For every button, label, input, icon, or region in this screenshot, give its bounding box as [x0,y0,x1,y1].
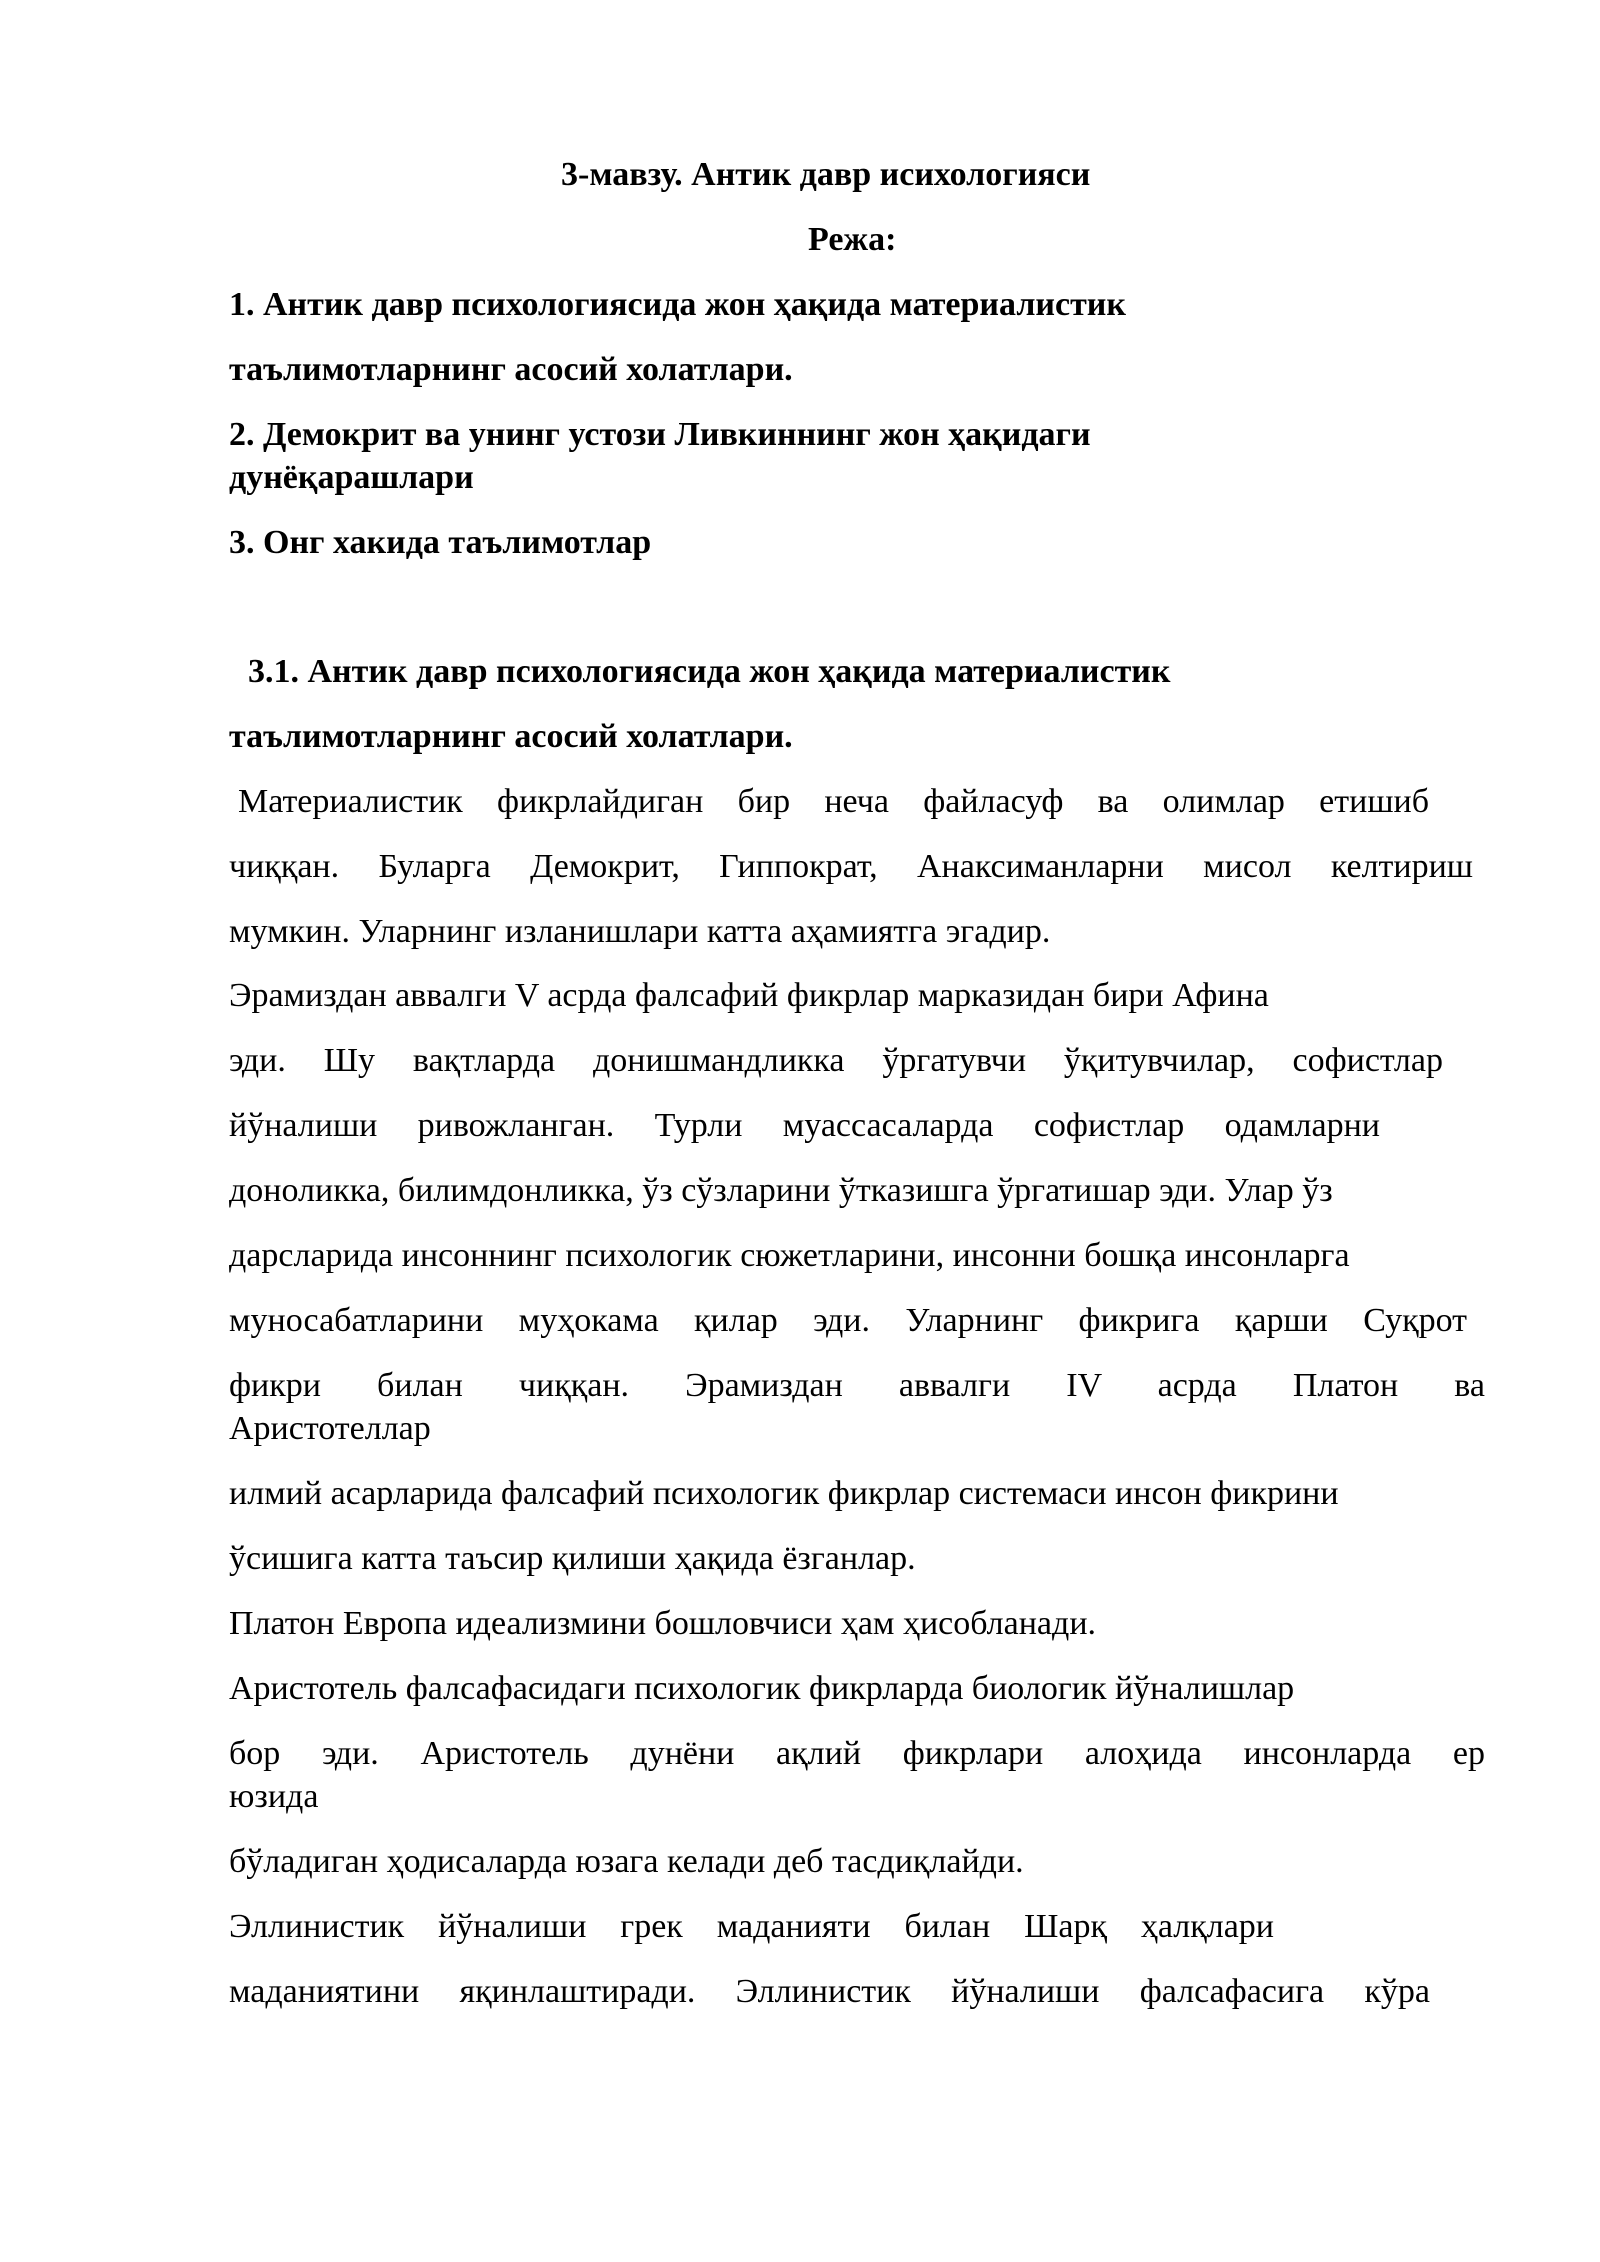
section-heading: 3.1. Антик давр психологиясида жон ҳақида материалистик [248,653,1171,690]
paragraph-line: дарсларида инсоннинг психологик сюжетларини, инсонни бошқа инсонларга [229,1237,1350,1274]
plan-item-2-cont: дунёқарашлари [229,459,474,496]
paragraph-line: бўладиган ҳодисаларда юзага келади деб тасдиқлайди. [229,1843,1024,1880]
section-heading-cont: таълимотларнинг асосий холатлари. [229,718,793,755]
plan-heading: Режа: [808,221,897,258]
document-title: 3-мавзу. Антик давр исихологияси [561,156,1091,193]
plan-item-2: 2. Демокрит ва унинг устози Ливкиннинг жон ҳақидаги [229,416,1091,453]
plan-item-3: 3. Онг хакида таълимотлар [229,524,652,561]
paragraph-line: мумкин. Уларнинг изланишлари катта аҳамиятга эгадир. [229,913,1051,950]
paragraph-line: бор эди. Аристотель дунёни ақлий фикрлари алоҳида инсонларда ер [229,1735,1485,1772]
plan-item-1: 1. Антик давр психологиясида жон ҳақида материалистик [229,286,1126,323]
plan-item-1-cont: таълимотларнинг асосий холатлари. [229,351,793,388]
paragraph-line: доноликка, билимдонликка, ўз сўзларини ўтказишга ўргатишар эди. Улар ўз [229,1172,1333,1209]
paragraph-line: Эрамиздан аввалги V асрда фалсафий фикрлар марказидан бири Афина [229,977,1269,1014]
paragraph-line: фикри билан чиққан. Эрамиздан аввалги IV асрда Платон ва [229,1367,1485,1404]
paragraph-line: Эллинистик йўналиши грек маданияти билан Шарқ ҳалқлари [229,1908,1274,1945]
paragraph-line: илмий асарларида фалсафий психологик фикрлар системаси инсон фикрини [229,1475,1339,1512]
paragraph-line: маданиятини яқинлаштиради. Эллинистик йўналиши фалсафасига кўра [229,1973,1430,2010]
paragraph-line: чиққан. Буларга Демокрит, Гиппократ, Анаксиманларни мисол келтириш [229,848,1473,885]
paragraph-line: ўсишига катта таъсир қилиши ҳақида ёзганлар. [229,1540,916,1577]
paragraph-line: эди. Шу вақтларда донишмандликка ўргатувчи ўқитувчилар, софистлар [229,1042,1443,1079]
paragraph-line: муносабатларини муҳокама қилар эди. Уларнинг фикрига қарши Суқрот [229,1302,1467,1339]
paragraph-line: Платон Европа идеализмини бошловчиси ҳам ҳисобланади. [229,1605,1097,1642]
paragraph-line: Аристотеллар [229,1410,431,1447]
paragraph-line: Аристотель фалсафасидаги психологик фикрларда биологик йўналишлар [229,1670,1295,1707]
paragraph-line: Материалистик фикрлайдиган бир неча файласуф ва олимлар етишиб [238,783,1429,820]
paragraph-line: йўналиши ривожланган. Турли муассасаларда софистлар одамларни [229,1107,1380,1144]
paragraph-line: юзида [229,1778,319,1815]
